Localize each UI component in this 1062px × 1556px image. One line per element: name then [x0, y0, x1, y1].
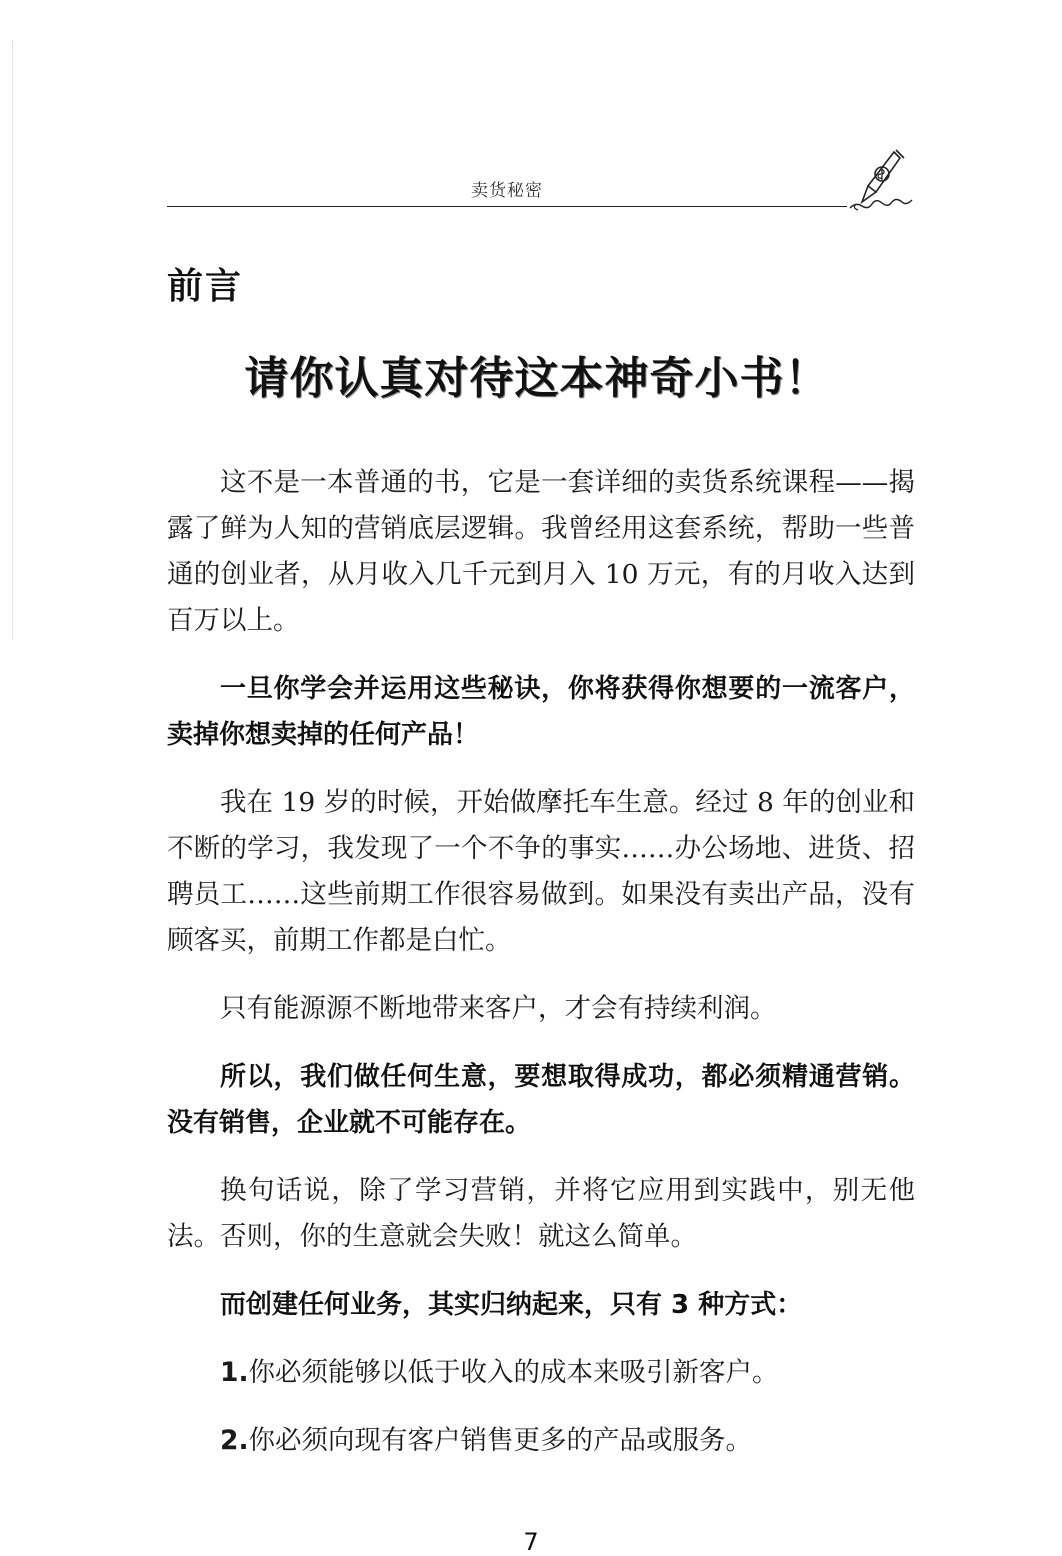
page-number: 7: [523, 1528, 539, 1556]
list-text: 你必须能够以低于收入的成本来吸引新客户。: [248, 1357, 779, 1388]
bold-paragraph: 一旦你学会并运用这些秘诀，你将获得你想要的一流客户，卖掉你想卖掉的任何产品！: [167, 674, 915, 750]
page-title: 请你认真对待这本神奇小书！: [244, 353, 830, 404]
paragraph: 这不是一本普通的书，它是一套详细的卖货系统课程——揭露了鲜为人知的营销底层逻辑。我曾经用这套系统，帮助一些普通的创业者，从月收入几千元到月入 10 万元，有的月收入达到百万以上。: [167, 467, 915, 636]
header-rule: [167, 206, 847, 207]
running-header: 卖货秘密: [471, 181, 543, 201]
list-number: 1.: [220, 1357, 249, 1388]
scan-edge-mark: [12, 40, 14, 640]
pen-nib-logo-icon: [842, 146, 920, 218]
paragraph: 换句话说，除了学习营销，并将它应用到实践中，别无他法。否则，你的生意就会失败！就这么简单。: [167, 1175, 915, 1252]
bold-paragraph: 而创建任何业务，其实归纳起来，只有 3 种方式：: [220, 1290, 803, 1320]
list-item: [167, 1418, 915, 1464]
paragraph: 只有能源源不断地带来客户，才会有持续利润。: [220, 993, 777, 1024]
bold-paragraph: 所以，我们做任何生意，要想取得成功，都必须精通营销。没有销售，企业就不可能存在。: [167, 1062, 915, 1138]
paragraph: 我在 19 岁的时候，开始做摩托车生意。经过 8 年的创业和不断的学习，我发现了一个不争的事实……办公场地、进货、招聘员工……这些前期工作很容易做到。如果没有卖出产品，没有顾客买，前期工作都是白忙。: [167, 787, 915, 956]
list-item: [167, 1350, 915, 1396]
list-number: 2.: [220, 1425, 249, 1456]
list-text: 你必须向现有客户销售更多的产品或服务。: [248, 1425, 753, 1456]
body-text: [167, 460, 915, 1486]
section-label: 前言: [167, 266, 244, 307]
